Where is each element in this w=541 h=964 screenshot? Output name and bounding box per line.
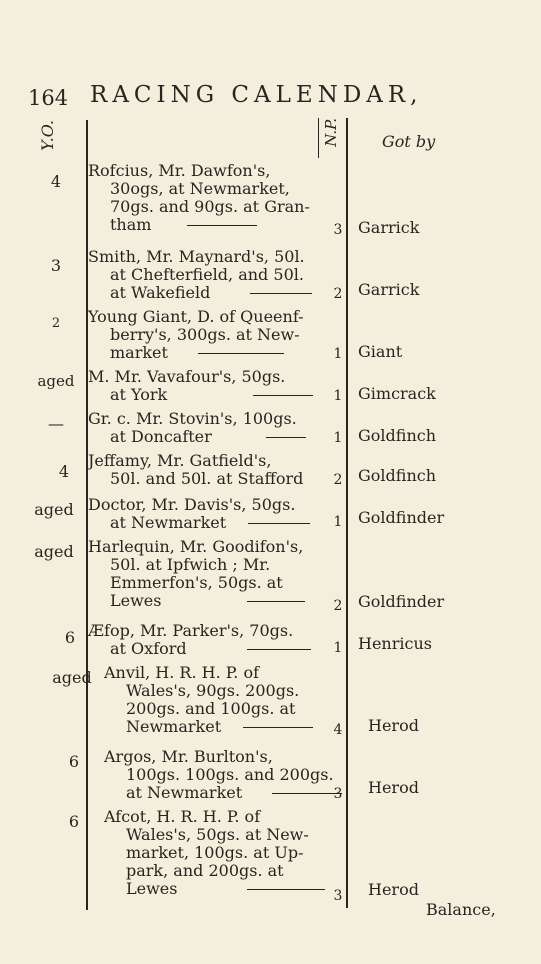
horse-line: 100gs. 100gs. and 200gs. xyxy=(126,765,334,784)
running-title: RACING CALENDAR, xyxy=(90,82,423,108)
horse-line: M. Mr. Vavafour's, 50gs. xyxy=(88,367,286,386)
column-rule-middle xyxy=(346,118,348,908)
entry-np: 2 xyxy=(333,472,343,488)
entry-np: 3 xyxy=(333,888,343,904)
entry-np: 1 xyxy=(333,388,343,404)
catchword: Balance, xyxy=(426,900,496,919)
entry-np: 3 xyxy=(333,786,343,802)
horse-line: at Chefterfield, and 50l. xyxy=(110,265,304,284)
horse-line: Æfop, Mr. Parker's, 70gs. xyxy=(88,621,294,640)
page-number: 164 xyxy=(28,86,69,110)
entry-age: — xyxy=(48,414,64,433)
entry-horse xyxy=(104,664,334,736)
entry-sire: Herod xyxy=(368,880,419,899)
entry-np: 1 xyxy=(333,640,343,656)
entry-age: 4 xyxy=(58,462,70,481)
horse-line: Wales's, 90gs. 200gs. xyxy=(126,681,300,700)
entry-horse xyxy=(104,808,334,898)
entry-sire: Goldfinder xyxy=(358,508,445,527)
entry-horse xyxy=(88,410,334,446)
horse-line: 50l. at Ipfwich ; Mr. xyxy=(110,555,271,574)
dash-rule xyxy=(247,889,325,890)
entry-sire: Garrick xyxy=(358,218,420,237)
horse-line: Lewes xyxy=(110,591,162,610)
entry-horse xyxy=(88,308,334,362)
entry-age: aged xyxy=(37,372,75,390)
entry-np: 2 xyxy=(333,598,343,614)
header-got-by: Got by xyxy=(382,132,436,151)
horse-line: Emmerfon's, 50gs. at xyxy=(110,573,283,592)
dash-rule xyxy=(250,293,312,294)
horse-line: Wales's, 50gs. at New- xyxy=(126,825,309,844)
horse-line: at Newmarket xyxy=(126,783,243,802)
horse-line: Smith, Mr. Maynard's, 50l. xyxy=(88,247,305,266)
horse-line: at Wakefield xyxy=(110,283,211,302)
horse-line: berry's, 300gs. at New- xyxy=(110,325,300,344)
dash-rule xyxy=(198,353,284,354)
horse-line: Lewes xyxy=(126,879,178,898)
horse-line: market xyxy=(110,343,168,362)
horse-line: at Oxford xyxy=(110,639,187,658)
horse-line: 200gs. and 100gs. at xyxy=(126,699,296,718)
entry-sire: Gimcrack xyxy=(358,384,436,403)
horse-line: at York xyxy=(110,385,168,404)
horse-line: 30ogs, at Newmarket, xyxy=(110,179,290,198)
horse-line: 50l. and 50l. at Stafford xyxy=(110,469,304,488)
entry-np: 1 xyxy=(333,514,343,530)
dash-rule xyxy=(187,225,257,226)
entry-age: 3 xyxy=(50,256,62,275)
entry-age: 6 xyxy=(68,812,80,831)
entry-horse xyxy=(88,162,334,234)
horse-line: Gr. c. Mr. Stovin's, 100gs. xyxy=(88,409,297,428)
entry-np: 1 xyxy=(333,430,343,446)
horse-line: Anvil, H. R. H. P. of xyxy=(104,663,260,682)
horse-line: Afcot, H. R. H. P. of xyxy=(104,807,261,826)
horse-line: park, and 200gs. at xyxy=(126,861,284,880)
entry-horse xyxy=(88,368,334,404)
entry-sire: Herod xyxy=(368,778,419,797)
entry-age: aged xyxy=(34,542,74,561)
entry-sire: Goldfinder xyxy=(358,592,445,611)
horse-line: Harlequin, Mr. Goodifon's, xyxy=(88,537,304,556)
entry-np: 3 xyxy=(333,222,343,238)
entry-sire: Herod xyxy=(368,716,419,735)
horse-line: at Newmarket xyxy=(110,513,227,532)
entry-sire: Goldfinch xyxy=(358,466,437,485)
entry-horse xyxy=(88,538,334,610)
entry-np: 2 xyxy=(333,286,343,302)
entry-horse xyxy=(88,248,334,302)
horse-line: at Doncafter xyxy=(110,427,212,446)
entry-sire: Garrick xyxy=(358,280,420,299)
horse-line: market, 100gs. at Up- xyxy=(126,843,304,862)
horse-line: Jeffamy, Mr. Gatfield's, xyxy=(88,451,272,470)
entry-sire: Henricus xyxy=(358,634,432,653)
header-years-old: Y.O. xyxy=(38,120,57,151)
entry-np: 4 xyxy=(333,722,343,738)
horse-line: Rofcius, Mr. Dawfon's, xyxy=(88,161,271,180)
dash-rule xyxy=(266,437,306,438)
horse-line: Doctor, Mr. Davis's, 50gs. xyxy=(88,495,296,514)
entry-age: 6 xyxy=(68,752,80,771)
entry-age: 2 xyxy=(51,316,61,331)
entry-age: 6 xyxy=(64,628,76,647)
entry-sire: Goldfinch xyxy=(358,426,437,445)
horse-line: Young Giant, D. of Queenf- xyxy=(88,307,304,326)
dash-rule xyxy=(247,649,311,650)
dash-rule xyxy=(253,395,313,396)
horse-line: 70gs. and 90gs. at Gran- xyxy=(110,197,310,216)
entry-sire: Giant xyxy=(358,342,403,361)
horse-line: Newmarket xyxy=(126,717,222,736)
dash-rule xyxy=(248,523,310,524)
entry-np: 1 xyxy=(333,346,343,362)
dash-rule xyxy=(243,727,313,728)
header-no-produced: N.P. xyxy=(322,118,340,147)
horse-line: Argos, Mr. Burlton's, xyxy=(104,747,273,766)
horse-line: tham xyxy=(110,215,152,234)
entry-horse xyxy=(88,622,334,658)
entry-age: aged xyxy=(34,500,74,519)
dash-rule xyxy=(247,601,305,602)
entry-age: aged xyxy=(52,668,92,687)
column-rule-inner xyxy=(318,118,319,158)
entry-horse xyxy=(88,452,334,488)
entry-horse xyxy=(104,748,334,802)
entry-age: 4 xyxy=(50,172,62,191)
entry-horse xyxy=(88,496,334,532)
